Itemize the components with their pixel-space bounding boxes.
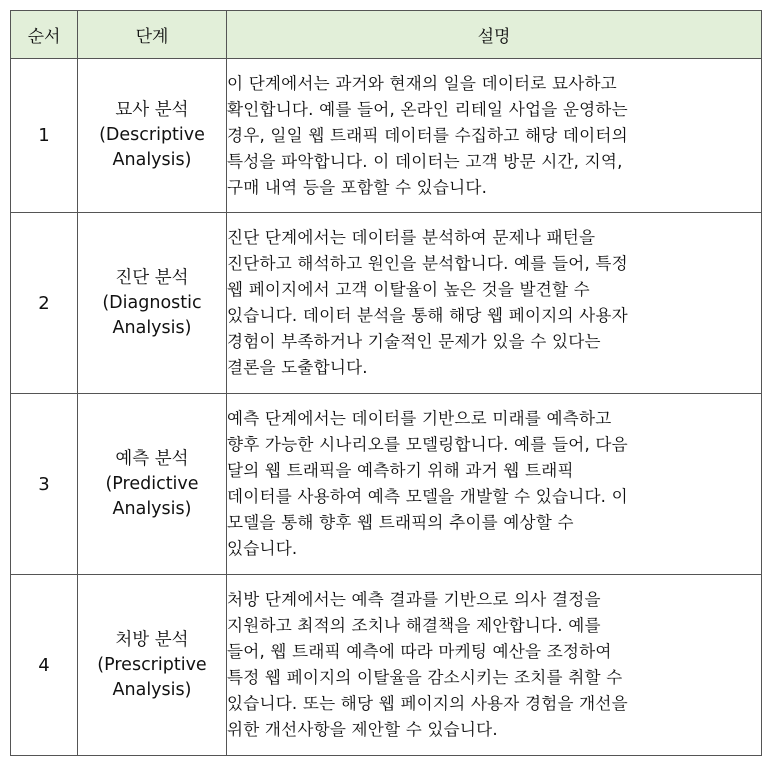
order-cell: 4 <box>11 575 78 756</box>
description-line: 달의 웹 트래픽을 예측하기 위해 과거 웹 트래픽 <box>227 461 574 480</box>
description-line: 구매 내역 등을 포함할 수 있습니다. <box>227 177 488 197</box>
table-row-diagnostic <box>11 213 762 394</box>
order-cell: 1 <box>11 59 78 213</box>
stage-korean-name: 예측 분석 <box>115 448 189 469</box>
table-header <box>11 11 762 59</box>
description-line: 모델을 통해 향후 웹 트래픽의 추이를 예상할 수 <box>227 513 574 532</box>
description-line: 특성을 파악합니다. 이 데이터는 고객 방문 시간, 지역, <box>227 151 623 171</box>
stage-english-name: (Descriptive <box>99 125 205 145</box>
analysis-stages-table <box>10 10 762 756</box>
stage-cell <box>78 394 227 575</box>
header-row <box>11 11 762 59</box>
header-description: 설명 <box>227 11 762 59</box>
description-line: 이 단계에서는 과거와 현재의 일을 데이터로 묘사하고 <box>227 73 617 93</box>
description-line: 진단하고 해석하고 원인을 분석합니다. 예를 들어, 특정 <box>227 254 628 273</box>
stage-korean-name: 진단 분석 <box>115 267 189 288</box>
description-cell <box>227 213 762 394</box>
description-line: 들어, 웹 트래픽 예측에 따라 마케팅 예산을 조정하여 <box>227 642 612 661</box>
table-row-predictive <box>11 394 762 575</box>
table-body <box>11 59 762 756</box>
stage-korean-name: 묘사 분석 <box>115 100 189 120</box>
description-line: 경험이 부족하거나 기술적인 문제가 있을 수 있다는 <box>227 332 601 351</box>
stage-english-name: (Prescriptive <box>97 654 207 675</box>
order-cell: 3 <box>11 394 78 575</box>
description-line: 웹 페이지에서 고객 이탈율이 높은 것을 발견할 수 <box>227 280 590 299</box>
description-line: 데이터를 사용하여 예측 모델을 개발할 수 있습니다. 이 <box>227 487 628 506</box>
table-row-prescriptive <box>11 575 762 756</box>
description-line: 있습니다. 또는 해당 웹 페이지의 사용자 경험을 개선을 <box>227 694 628 713</box>
description-line: 있습니다. 데이터 분석을 통해 해당 웹 페이지의 사용자 <box>227 306 628 325</box>
table-row-descriptive <box>11 59 762 213</box>
stage-english-suffix: Analysis) <box>112 498 192 519</box>
stage-english-suffix: Analysis) <box>112 317 192 338</box>
description-line: 진단 단계에서는 데이터를 분석하여 문제나 패턴을 <box>227 228 596 247</box>
stage-korean-name: 처방 분석 <box>115 629 189 650</box>
description-line: 위한 개선사항을 제안할 수 있습니다. <box>227 720 498 739</box>
order-cell: 2 <box>11 213 78 394</box>
description-line: 지원하고 최적의 조치나 해결책을 제안합니다. 예를 <box>227 616 601 635</box>
header-stage: 단계 <box>78 11 227 59</box>
description-cell <box>227 59 762 213</box>
description-line: 확인합니다. 예를 들어, 온라인 리테일 사업을 운영하는 <box>227 99 628 119</box>
description-line: 처방 단계에서는 예측 결과를 기반으로 의사 결정을 <box>227 590 601 609</box>
description-line: 예측 단계에서는 데이터를 기반으로 미래를 예측하고 <box>227 409 612 428</box>
description-line: 결론을 도출합니다. <box>227 358 368 377</box>
stage-english-name: (Predictive <box>105 473 199 494</box>
stage-english-name: (Diagnostic <box>102 292 202 313</box>
description-line: 경우, 일일 웹 트래픽 데이터를 수집하고 해당 데이터의 <box>227 125 628 145</box>
description-line: 특정 웹 페이지의 이탈율을 감소시키는 조치를 취할 수 <box>227 668 623 687</box>
stage-cell <box>78 575 227 756</box>
header-order: 순서 <box>11 11 78 59</box>
stage-cell <box>78 59 227 213</box>
description-line: 향후 가능한 시나리오를 모델링합니다. 예를 들어, 다음 <box>227 435 628 454</box>
description-line: 있습니다. <box>227 539 298 558</box>
description-cell <box>227 394 762 575</box>
stage-cell <box>78 213 227 394</box>
description-cell <box>227 575 762 756</box>
stage-english-suffix: Analysis) <box>112 679 192 700</box>
stage-english-suffix: Analysis) <box>112 150 192 170</box>
